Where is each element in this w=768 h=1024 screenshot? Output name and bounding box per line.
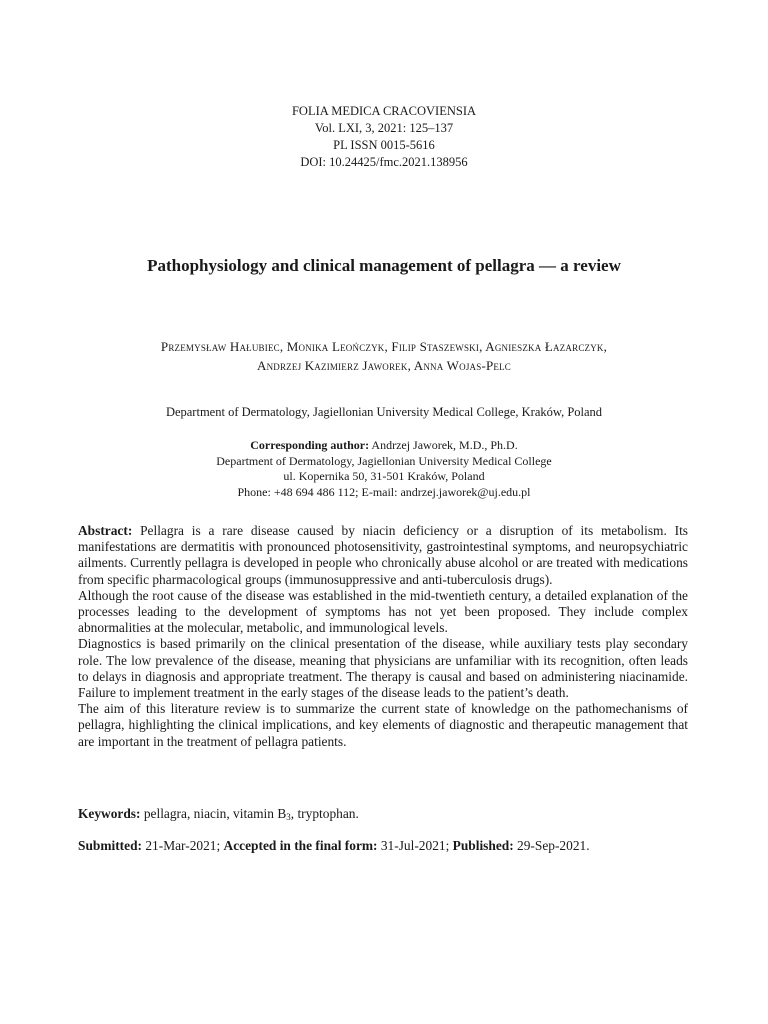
- corresponding-label: Corresponding author:: [250, 438, 370, 452]
- submitted-date: 21-Mar-2021;: [142, 838, 224, 853]
- accepted-date: 31-Jul-2021;: [377, 838, 453, 853]
- affiliation: Department of Dermatology, Jagiellonian University Medical College, Kraków, Poland: [165, 405, 603, 419]
- accepted-label: Accepted in the final form:: [223, 838, 378, 853]
- keywords-text-end: , tryptophan.: [290, 806, 359, 821]
- corresponding-contact: Phone: +48 694 486 112; E-mail: andrzej.jaworek@uj.edu.pl: [237, 484, 531, 499]
- journal-volume: Vol. LXI, 3, 2021: 125–137: [314, 121, 454, 135]
- paper-title: Pathophysiology and clinical management of pellagra — a review: [147, 256, 621, 275]
- abstract-paragraph-1: [78, 523, 688, 588]
- corresponding-author-line: [0, 438, 768, 454]
- abstract-paragraph-3: Diagnostics is based primarily on the clinical presentation of the disease, while auxiliary tests play secondary role. The low prevalence of the disease, meaning that physicians are unfamiliar with its recognition, often leads to delays in diagnosis and appropriate treatment. The therapy is causal and based on administering niacinamide. Failure to implement treatment in the early stages of the disease leads to the patient’s death.: [78, 636, 688, 701]
- abstract-text-1: Pellagra is a rare disease caused by niacin deficiency or a disruption of its metabolism. Its manifestations are dermatitis with pronounced photosensitivity, gastrointestinal symptoms, and neuropsychiatric ailments. Currently pellagra is developed in people who chronically abuse alcohol or are treated with medications from specific pharmacological groups (immunosuppressive and anti-tuberculosis drugs).: [78, 523, 688, 587]
- corresponding-author-block: [0, 438, 768, 500]
- abstract: [78, 523, 688, 750]
- published-label: Published:: [452, 838, 514, 853]
- journal-issn: PL ISSN 0015-5616: [333, 138, 435, 152]
- publication-dates: [78, 838, 688, 854]
- corresponding-name: Andrzej Jaworek, M.D., Ph.D.: [369, 438, 518, 452]
- submitted-label: Submitted:: [78, 838, 142, 853]
- published-date: 29-Sep-2021.: [513, 838, 590, 853]
- keywords: [78, 806, 688, 822]
- corresponding-dept: Department of Dermatology, Jagiellonian University Medical College: [216, 453, 552, 468]
- author-list: [0, 337, 768, 375]
- journal-doi: DOI: 10.24425/fmc.2021.138956: [300, 155, 468, 169]
- keywords-text: pellagra, niacin, vitamin B: [140, 806, 287, 821]
- abstract-label: Abstract:: [78, 523, 133, 538]
- abstract-paragraph-4: The aim of this literature review is to summarize the current state of knowledge on the pathomechanisms of pellagra, highlighting the clinical implications, and key elements of diagnostic and therapeutic management that are important in the treatment of pellagra patients.: [78, 701, 688, 749]
- journal-header: [0, 103, 768, 171]
- keywords-label: Keywords:: [78, 806, 141, 821]
- journal-name: FOLIA MEDICA CRACOVIENSIA: [291, 104, 477, 118]
- authors-line-1: Przemysław Hałubiec, Monika Leończyk, Filip Staszewski, Agnieszka Łazarczyk,: [160, 339, 608, 354]
- abstract-paragraph-2: Although the root cause of the disease was established in the mid-twentieth century, a detailed explanation of the processes leading to the development of symptoms has not yet been proposed. They include complex abnormalities at the molecular, metabolic, and immunological levels.: [78, 587, 688, 636]
- corresponding-address: ul. Kopernika 50, 31-501 Kraków, Poland: [283, 469, 485, 483]
- authors-line-2: Andrzej Kazimierz Jaworek, Anna Wojas-Pelc: [256, 358, 512, 373]
- keywords-subscript: 3: [286, 812, 291, 822]
